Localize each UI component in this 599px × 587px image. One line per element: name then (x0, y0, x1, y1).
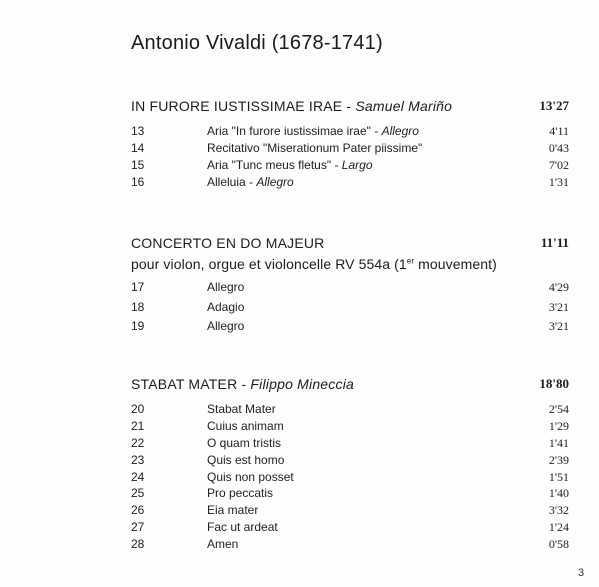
track-title: Quis est homo (207, 452, 285, 467)
track-number: 28 (131, 537, 145, 552)
track-duration: 3'32 (548, 503, 569, 518)
track-row (131, 537, 569, 554)
track-number: 20 (131, 402, 145, 416)
track-title: Stabat Mater (207, 402, 276, 416)
track-number: 24 (131, 469, 145, 484)
section-in-furore (131, 98, 569, 192)
track-list (131, 280, 569, 339)
section-stabat-mater (131, 376, 569, 554)
track-row (131, 436, 569, 453)
track-title: Quis non posset (207, 469, 294, 484)
track-title: Allegro (207, 280, 245, 294)
track-number: 27 (131, 520, 145, 535)
track-row (131, 319, 569, 339)
section-title: IN FURORE IUSTISSIMAE IRAE (131, 98, 343, 114)
track-duration: 2'39 (548, 452, 569, 467)
track-number: 18 (131, 299, 145, 314)
track-row (131, 300, 569, 320)
track-row (131, 486, 569, 503)
track-list (131, 124, 569, 192)
track-title: Alleluia (207, 175, 246, 189)
track-title: Cuius animam (207, 418, 284, 433)
track-duration: 3'21 (548, 299, 569, 314)
section-title-line (131, 376, 354, 392)
track-title-line: Alleluia - Allegro (207, 175, 294, 189)
page-number: 3 (578, 567, 585, 579)
section-title: CONCERTO EN DO MAJEUR (131, 235, 325, 251)
track-number: 21 (131, 418, 145, 433)
track-number: 16 (131, 175, 145, 189)
track-number: 23 (131, 452, 145, 467)
track-number: 25 (131, 486, 145, 501)
track-title: Pro peccatis (207, 486, 274, 501)
track-title: Adagio (207, 299, 245, 314)
section-concerto (131, 235, 569, 339)
section-header (131, 98, 569, 118)
track-duration: 3'21 (548, 319, 569, 333)
section-duration: 13'27 (539, 98, 569, 113)
track-duration: 2'54 (548, 402, 569, 416)
track-row (131, 402, 569, 419)
section-header (131, 376, 569, 396)
track-duration: 1'41 (548, 435, 569, 450)
track-tempo: Allegro (381, 124, 419, 138)
track-duration: 0'58 (548, 537, 569, 552)
section-duration: 11'11 (540, 235, 569, 250)
track-title: Allegro (207, 319, 245, 333)
section-header (131, 235, 569, 255)
track-duration: 1'51 (548, 469, 569, 484)
track-number: 13 (131, 124, 145, 138)
track-row (131, 175, 569, 192)
section-title: STABAT MATER (131, 376, 238, 392)
track-number: 14 (131, 141, 145, 155)
section-duration: 18'80 (539, 376, 569, 391)
track-row (131, 503, 569, 520)
track-title-line: Aria "Tunc meus fletus" - Largo (207, 158, 373, 172)
section-performer: Filippo Mineccia (250, 376, 354, 392)
title-separator: - (342, 98, 356, 114)
track-title-line: Aria "In furore iustissimae irae" - Allegro (207, 124, 419, 138)
track-duration: 0'43 (548, 141, 569, 155)
track-list (131, 402, 569, 554)
track-row (131, 141, 569, 158)
track-row (131, 453, 569, 470)
track-duration: 1'31 (548, 175, 569, 189)
track-title: Eia mater (207, 503, 259, 518)
track-number: 19 (131, 319, 145, 333)
track-duration: 4'11 (549, 124, 569, 138)
track-title: Amen (207, 537, 239, 552)
track-duration: 1'24 (548, 520, 569, 535)
track-title: Aria "In furore iustissimae irae" (207, 124, 371, 138)
track-row (131, 158, 569, 175)
track-row (131, 419, 569, 436)
track-number: 17 (131, 280, 145, 294)
track-row (131, 280, 569, 300)
section-title-line (131, 98, 452, 114)
composer-heading: Antonio Vivaldi (1678-1741) (131, 32, 383, 54)
track-duration: 7'02 (548, 158, 569, 172)
track-row (131, 470, 569, 487)
track-tempo: Largo (341, 158, 373, 172)
track-tempo: Allegro (256, 175, 294, 189)
track-row (131, 520, 569, 537)
section-performer: Samuel Mariño (355, 98, 453, 114)
track-duration: 1'29 (548, 418, 569, 433)
track-title: Recitativo "Miserationum Pater piissime" (207, 141, 423, 155)
section-subtitle: pour violon, orgue et violoncelle RV 554a (1er mouvement) (131, 256, 497, 272)
track-title: Fac ut ardeat (207, 520, 278, 535)
track-title: O quam tristis (207, 435, 282, 450)
track-number: 26 (131, 503, 145, 518)
track-duration: 1'40 (548, 486, 569, 501)
track-number: 22 (131, 435, 145, 450)
track-number: 15 (131, 158, 145, 172)
track-row (131, 124, 569, 141)
title-separator: - (237, 376, 251, 392)
track-title: Aria "Tunc meus fletus" (207, 158, 332, 172)
track-duration: 4'29 (548, 280, 569, 294)
